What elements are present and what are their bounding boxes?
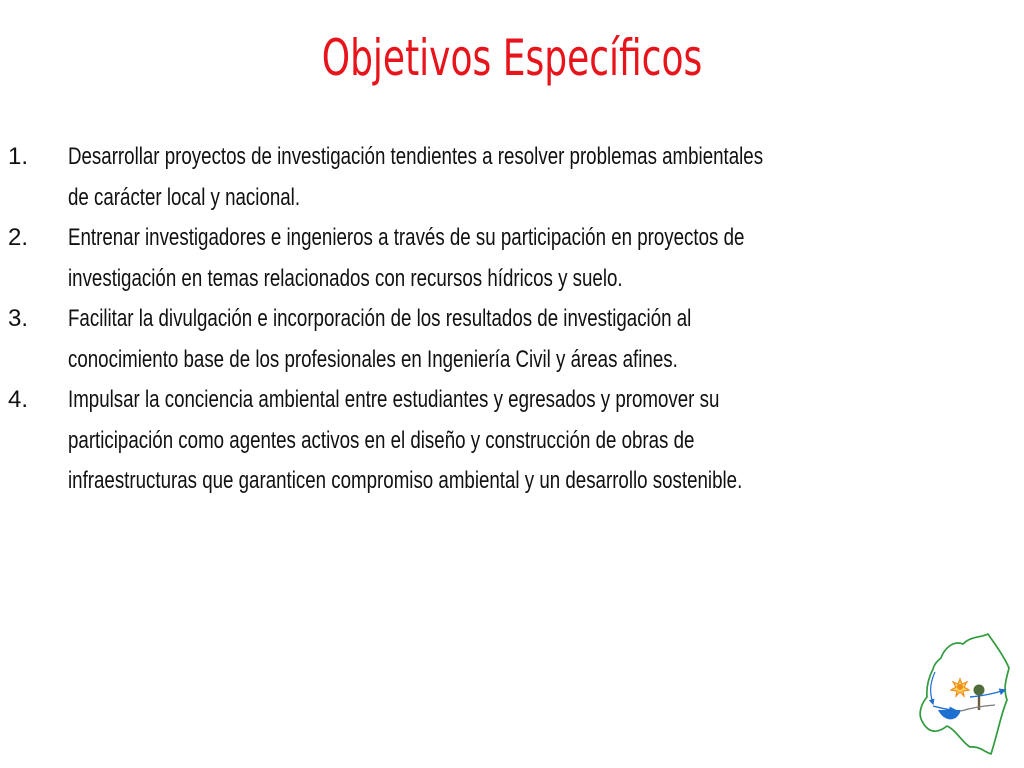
objective-item-1 [8,137,1012,218]
objective-text-1 [68,137,1012,218]
objective-line [68,178,1012,219]
objective-line [68,137,1012,178]
colombia-water-soil-logo-icon [913,630,1017,762]
objective-line-text: Entrenar investigadores e ingenieros a través de su participación en proyectos de [68,224,745,251]
sun-core-shape [957,684,963,690]
objective-line-text: Impulsar la conciencia ambiental entre estudiantes y egresados y promover su [68,386,720,413]
objective-line-text: Facilitar la divulgación e incorporación de los resultados de investigación al [68,305,692,332]
objective-line-text: conocimiento base de los profesionales en Ingeniería Civil y áreas afines. [68,345,678,373]
objective-line [68,461,1012,502]
objective-line [68,340,1012,381]
country-outline-shape [920,634,1009,754]
objective-line [68,218,1012,259]
water-basin-shape [938,710,961,719]
objective-text-4 [68,380,1012,502]
objective-line-text: de carácter local y nacional. [68,183,301,211]
objectives-list [8,137,1012,502]
objective-item-2 [8,218,1012,299]
objective-line [68,299,1012,340]
objective-text-2 [68,218,1012,299]
runoff-arrow-icon [931,672,935,704]
objective-number-4: 4. [8,386,29,413]
objective-line-text: investigación en temas relacionados con recursos hídricos y suelo. [68,264,623,292]
objective-number-3: 3. [8,305,29,332]
tree-icon [974,685,985,696]
objective-text-3 [68,299,1012,380]
water-flow-arrow-icon [933,706,955,710]
objective-line [68,380,1012,421]
objective-item-3 [8,299,1012,380]
objective-line-text: participación como agentes activos en el diseño y construcción de obras de [68,426,695,454]
objective-item-4 [8,380,1012,502]
objective-line-text: Desarrollar proyectos de investigación tendientes a resolver problemas ambientales [68,143,764,170]
objective-line-text: infraestructuras que garanticen compromiso ambiental y un desarrollo sostenible. [68,467,743,494]
objective-number-1: 1. [8,143,29,170]
objective-line [68,421,1012,462]
objective-line [68,259,1012,300]
objective-number-2: 2. [8,224,29,251]
slide-title: Objetivos Específicos [321,29,703,87]
